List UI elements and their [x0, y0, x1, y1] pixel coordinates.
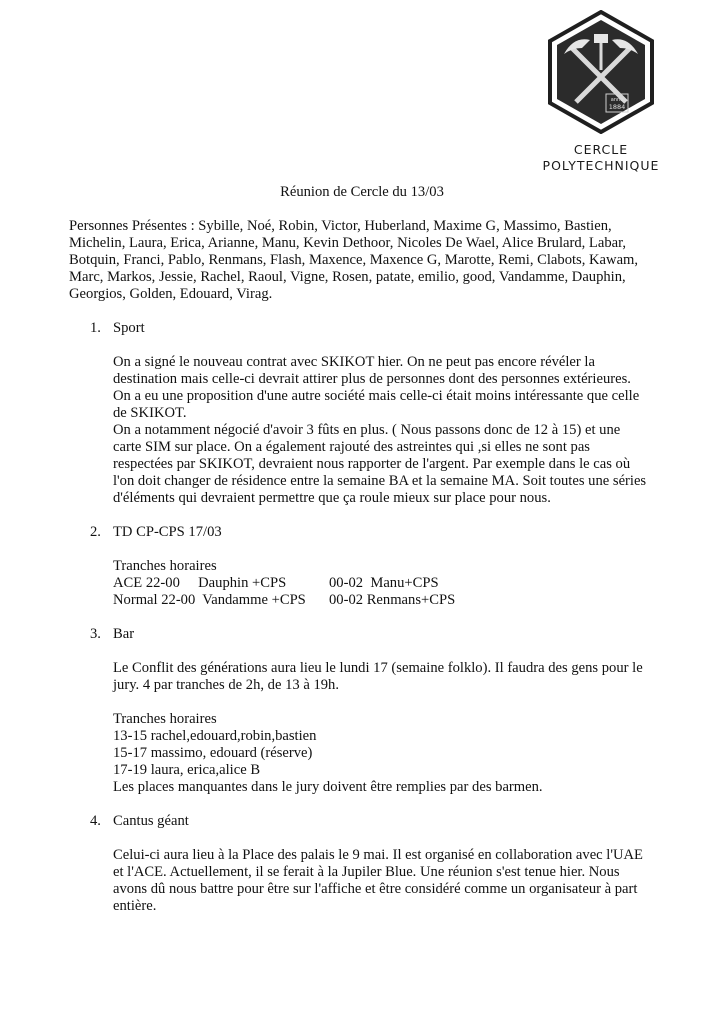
- schedule-right: 00-02 Renmans+CPS: [329, 592, 456, 608]
- section-number: 3.: [90, 626, 101, 642]
- section-td: [69, 524, 649, 609]
- logo-text: [530, 142, 672, 174]
- section-title: TD CP-CPS 17/03: [113, 524, 222, 540]
- document-body: [69, 218, 649, 932]
- schedule-heading: Tranches horaires: [113, 711, 217, 727]
- cercle-polytechnique-logo: [546, 10, 656, 134]
- section-number: 4.: [90, 813, 101, 829]
- section-number: 1.: [90, 320, 101, 336]
- section-title: Sport: [113, 320, 145, 336]
- section-sport: [69, 320, 649, 507]
- logo-line-2: POLYTECHNIQUE: [542, 158, 660, 173]
- schedule-right: 00-02 Manu+CPS: [329, 575, 439, 591]
- schedule-heading: Tranches horaires: [113, 558, 217, 574]
- document-title: Réunion de Cercle du 13/03: [280, 184, 444, 200]
- schedule-line: 13-15 rachel,edouard,robin,bastien: [113, 728, 317, 744]
- section-title: Cantus géant: [113, 813, 189, 829]
- svg-text:1884: 1884: [608, 103, 626, 111]
- section-paragraph: On a notamment négocié d'avoir 3 fûts en plus. ( Nous passons donc de 12 à 15) et une carte SIM sur place. On a également rajouté des astreintes qui ,si elles ne sont pas respectées par SKIKOT, devraient nous rapporter de l'argent. Par exemple dans le cas où l'on doit changer de résidence entre la semaine BA et la semaine MA. Soit toutes une séries d'éléments qui devraient permettre que ça roule mieux sur place pour nous.: [113, 422, 647, 506]
- section-number: 2.: [90, 524, 101, 540]
- attendees-paragraph: Personnes Présentes : Sybille, Noé, Robin, Victor, Huberland, Maxime G, Massimo, Bastien, Michelin, Laura, Erica, Arianne, Manu, Kevin Dethoor, Nicoles De Wael, Alice Brulard, Labar, Botquin, Franci, Pablo, Renmans, Flash, Maxence, Maxence G, Marotte, Remi, Clabots, Kawam, Marc, Markos, Jessie, Rachel, Raoul, Vigne, Rosen, patate, emilio, good, Vandamme, Dauphin, Georgios, Golden, Edouard, Virag.: [69, 218, 639, 302]
- schedule-line: 15-17 massimo, edouard (réserve): [113, 745, 313, 761]
- schedule-row: [113, 592, 649, 609]
- schedule-row: [113, 575, 649, 592]
- svg-text:anno: anno: [610, 97, 624, 103]
- section-paragraph: Le Conflit des générations aura lieu le lundi 17 (semaine folklo). Il faudra des gens pour le jury. 4 par tranches de 2h, de 13 à 19h.: [113, 660, 643, 693]
- schedule-left: Normal 22-00 Vandamme +CPS: [113, 592, 306, 608]
- section-bar: [69, 626, 649, 796]
- schedule-left: ACE 22-00 Dauphin +CPS: [113, 575, 287, 591]
- logo-line-1: CERCLE: [573, 142, 629, 157]
- section-paragraph: On a signé le nouveau contrat avec SKIKOT hier. On ne peut pas encore révéler la destination mais celle-ci devrait attirer plus de personnes dont des personnes extérieures. On a eu une proposition d'une autre société mais celle-ci était moins intéressante que celle de SKIKOT.: [113, 354, 640, 421]
- schedule-line: 17-19 laura, erica,alice B: [113, 762, 261, 778]
- section-title: Bar: [113, 626, 135, 642]
- section-paragraph: Celui-ci aura lieu à la Place des palais le 9 mai. Il est organisé en collaboration avec l'UAE et l'ACE. Actuellement, il se ferait à la Jupiler Blue. Une réunion s'est tenue hier. Nous avons dû nous battre pour être sur l'affiche et être considéré comme un organisateur à part entière.: [113, 847, 643, 914]
- section-cantus: [69, 813, 649, 915]
- schedule-line: Les places manquantes dans le jury doivent être remplies par des barmen.: [113, 779, 543, 795]
- crossed-tools-icon: [546, 10, 656, 134]
